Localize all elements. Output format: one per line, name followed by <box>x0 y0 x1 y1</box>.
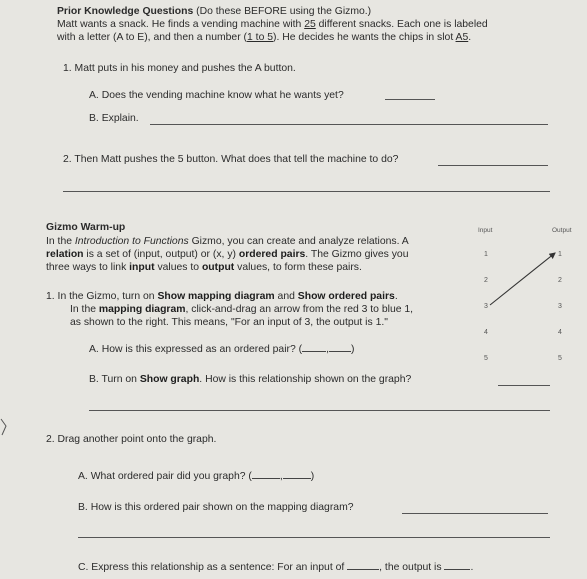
warmup-q2b-answer-line[interactable] <box>402 513 548 514</box>
mapping-input-3[interactable]: 3 <box>484 303 488 310</box>
warmup-text: values to <box>154 262 202 273</box>
pair-close: ) <box>310 471 315 482</box>
warmup-text: is a set of (input, output) or (x, y) <box>83 249 239 260</box>
control-show-graph: Show graph <box>139 374 200 385</box>
warmup-text: . <box>470 562 474 573</box>
intro-text: with a letter (A to E), and then a number ( <box>57 32 248 43</box>
mapping-output-2[interactable]: 2 <box>558 277 562 284</box>
prior-q1: 1. Matt puts in his money and pushes the A button. <box>63 63 296 74</box>
warmup-q2c <box>78 560 473 574</box>
prior-intro-line2 <box>57 32 471 44</box>
warmup-heading: Gizmo Warm-up <box>46 222 126 233</box>
warmup-para-line1 <box>46 236 409 248</box>
q2a-y-blank[interactable] <box>283 469 311 479</box>
mapping-output-5[interactable]: 5 <box>558 355 562 362</box>
q1a-x-blank[interactable] <box>302 342 326 352</box>
prior-q1a-answer-line[interactable] <box>385 99 435 100</box>
term-ordered-pairs: ordered pairs <box>238 249 306 260</box>
mapping-input-1[interactable]: 1 <box>484 251 488 258</box>
prior-q1a: A. Does the vending machine know what he wants yet? <box>89 90 344 101</box>
warmup-q2: 2. Drag another point onto the graph. <box>46 434 217 445</box>
intro-text: ). He decides he wants the chips in slot <box>273 32 456 43</box>
warmup-text: values, to form these pairs. <box>234 262 362 273</box>
mapping-output-4[interactable]: 4 <box>558 329 562 336</box>
warmup-q1a <box>89 342 354 356</box>
warmup-text: In the <box>70 304 99 315</box>
warmup-text: In the <box>46 236 75 247</box>
mapping-output-header: Output <box>552 227 572 234</box>
prior-heading-note: (Do these BEFORE using the Gizmo.) <box>196 6 372 17</box>
warmup-text: and <box>274 291 298 302</box>
warmup-text: C. Express this relationship as a sentence: For an input of <box>78 562 348 573</box>
intro-range: 1 to 5 <box>247 32 274 43</box>
warmup-text: , the output is <box>379 562 445 573</box>
warmup-text: , click-and-drag an arrow from the red 3 to blue 1, <box>185 304 414 315</box>
mapping-input-2[interactable]: 2 <box>484 277 488 284</box>
warmup-q2b: B. How is this ordered pair shown on the mapping diagram? <box>78 502 354 513</box>
mapping-arrow[interactable] <box>490 253 555 305</box>
prior-heading: Prior Knowledge Questions <box>57 6 194 17</box>
mapping-input-4[interactable]: 4 <box>484 329 488 336</box>
intro-text: . <box>468 32 472 43</box>
term-mapping-diagram: mapping diagram <box>98 304 186 315</box>
warmup-q2b-answer-line-2[interactable] <box>78 537 550 538</box>
prior-intro-line1 <box>57 19 488 31</box>
prior-q1b-answer-line[interactable] <box>150 124 548 125</box>
warmup-text: A. How is this expressed as an ordered pair? ( <box>89 344 303 355</box>
warmup-text: . <box>394 291 398 302</box>
warmup-q1-line1 <box>46 291 398 303</box>
mapping-output-3[interactable]: 3 <box>558 303 562 310</box>
prior-q1b: B. Explain. <box>89 113 139 124</box>
mapping-input-5[interactable]: 5 <box>484 355 488 362</box>
pair-close: ) <box>351 344 355 355</box>
term-input: input <box>129 262 155 273</box>
warmup-q1b-answer-line[interactable] <box>498 385 550 386</box>
control-show-ordered-pairs: Show ordered pairs <box>297 291 395 302</box>
warmup-para-line3 <box>46 262 362 274</box>
warmup-text: three ways to link <box>46 262 130 273</box>
intro-snack-count: 25 <box>304 19 316 30</box>
control-show-mapping-diagram: Show mapping diagram <box>157 291 275 302</box>
intro-slot: A5 <box>455 32 469 43</box>
pair-separator: , <box>279 471 283 482</box>
warmup-q1-line3: as shown to the right. This means, "For an input of 3, the output is 1." <box>70 317 388 328</box>
intro-text: different snacks. Each one is labeled <box>315 19 488 30</box>
prior-q2-answer-line[interactable] <box>438 165 548 166</box>
warmup-text: Gizmo, you can create and analyze relations. A <box>188 236 409 247</box>
warmup-text: B. Turn on <box>89 374 140 385</box>
q2a-x-blank[interactable] <box>252 469 280 479</box>
warmup-text: 1. In the Gizmo, turn on <box>46 291 158 302</box>
warmup-q1b-answer-line-2[interactable] <box>89 410 550 411</box>
warmup-text: . The Gizmo gives you <box>305 249 409 260</box>
mapping-output-column <box>558 251 562 362</box>
q2c-output-blank[interactable] <box>444 560 470 570</box>
prior-q2-answer-line-2[interactable] <box>63 191 550 192</box>
term-relation: relation <box>46 249 84 260</box>
q2c-input-blank[interactable] <box>347 560 379 570</box>
mapping-output-1[interactable]: 1 <box>558 251 562 258</box>
mapping-diagram <box>466 224 578 384</box>
warmup-text: A. What ordered pair did you graph? ( <box>78 471 252 482</box>
q1a-y-blank[interactable] <box>329 342 351 352</box>
intro-text: Matt wants a snack. He finds a vending machine with <box>57 19 305 30</box>
term-output: output <box>201 262 235 273</box>
warmup-para-line2 <box>46 249 408 261</box>
warmup-q1b <box>89 374 411 386</box>
warmup-q1-line2 <box>70 304 413 316</box>
pair-separator: , <box>326 344 330 355</box>
prior-q2: 2. Then Matt pushes the 5 button. What does that tell the machine to do? <box>63 154 399 165</box>
warmup-text: . How is this relationship shown on the graph? <box>199 374 412 385</box>
mapping-input-header: Input <box>478 227 493 234</box>
margin-mark <box>0 418 8 438</box>
prior-heading-line <box>57 6 371 18</box>
gizmo-name: Introduction to Functions <box>74 236 189 247</box>
warmup-q2a <box>78 469 314 483</box>
mapping-input-column <box>484 251 488 362</box>
